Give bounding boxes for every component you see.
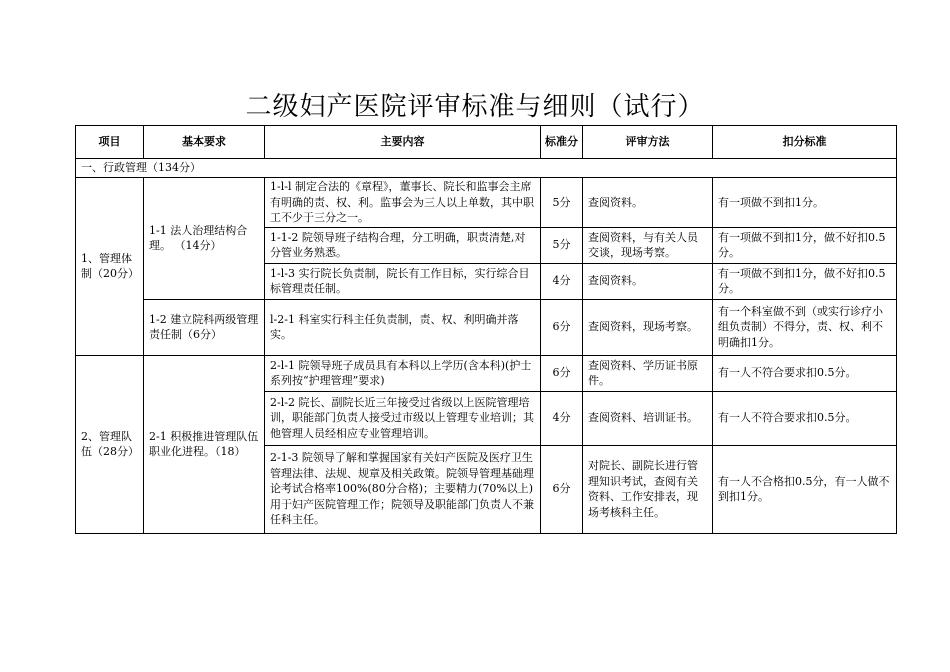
header-standard-score: 标准分	[541, 126, 583, 159]
content-cell: 2-l-2 院长、副院长近三年接受过省级以上医院管理培训，职能部门负责人接受过市级以上管理专业培训；其他管理人员经相应专业管理培训。	[265, 391, 541, 445]
table-row	[76, 355, 897, 391]
item-cell: 1、管理体制（20分）	[76, 178, 144, 356]
content-cell: 1-1-2 院领导班子结构合理，分工明确，职责清楚,对分管业务熟悉。	[265, 227, 541, 263]
score-cell: 4分	[541, 263, 583, 299]
item-cell: 2、管理队伍（28分）	[76, 355, 144, 533]
score-cell: 5分	[541, 178, 583, 228]
basic-requirement-cell: 1-2 建立院科两级管理责任制（6分）	[144, 299, 265, 355]
header-item: 项目	[76, 126, 144, 159]
content-cell: 2-1-3 院领导了解和掌握国家有关妇产医院及医疗卫生管理法律、法规、规章及相关政策。院领导管理基础理论考试合格率100%(80分合格)；主要精力(70%以上)用于妇产医院管理工作；院领导及职能部门负责人不兼任科主任。	[265, 445, 541, 533]
deduct-cell: 有一项做不到扣1分。	[713, 178, 897, 228]
standards-table	[75, 125, 897, 534]
method-cell: 查阅资料。	[583, 263, 713, 299]
method-cell: 查阅资料、学历证书原件。	[583, 355, 713, 391]
header-review-method: 评审方法	[583, 126, 713, 159]
score-cell: 6分	[541, 355, 583, 391]
method-cell: 查阅资料。	[583, 178, 713, 228]
table-row	[76, 299, 897, 355]
basic-requirement-cell: 1-1 法人治理结构合理。 （14分）	[144, 178, 265, 300]
basic-requirement-cell: 2-1 积极推进管理队伍职业化进程。（18）	[144, 355, 265, 533]
content-cell: l-2-1 科室实行科主任负责制，责、权、利明确并落实。	[265, 299, 541, 355]
method-cell: 查阅资料，与有关人员交谈，现场考察。	[583, 227, 713, 263]
score-cell: 4分	[541, 391, 583, 445]
deduct-cell: 有一项做不到扣1分，做不好扣0.5分。	[713, 263, 897, 299]
table-row	[76, 178, 897, 228]
header-basic-requirement: 基本要求	[144, 126, 265, 159]
method-cell: 对院长、副院长进行管理知识考试，查阅有关资料、工作安排表，现场考核科主任。	[583, 445, 713, 533]
score-cell: 5分	[541, 227, 583, 263]
section-title: 一、行政管理（134分）	[76, 159, 897, 178]
page-title: 二级妇产医院评审标准与细则（试行）	[245, 92, 705, 122]
score-cell: 6分	[541, 299, 583, 355]
method-cell: 查阅资料，现场考察。	[583, 299, 713, 355]
method-cell: 查阅资料、培训证书。	[583, 391, 713, 445]
deduct-cell: 有一个科室做不到（或实行诊疗小组负责制）不得分，责、权、利不明确扣1分。	[713, 299, 897, 355]
content-cell: 2-l-1 院领导班子成员具有本科以上学历(含本科)(护士系列按“护理管理”要求)	[265, 355, 541, 391]
score-cell: 6分	[541, 445, 583, 533]
section-row	[76, 159, 897, 178]
deduct-cell: 有一人不符合要求扣0.5分。	[713, 391, 897, 445]
table-header-row	[76, 126, 897, 159]
content-cell: 1-l-l 制定合法的《章程》，董事长、院长和监事会主席有明确的责、权、利。监事会为三人以上单数，其中职工不少于三分之一。	[265, 178, 541, 228]
deduct-cell: 有一人不合格扣0.5分，有一人做不到扣1分。	[713, 445, 897, 533]
header-main-content: 主要内容	[265, 126, 541, 159]
deduct-cell: 有一项做不到扣1分，做不好扣0.5分。	[713, 227, 897, 263]
content-cell: 1-l-3 实行院长负责制，院长有工作目标，实行综合目标管理责任制。	[265, 263, 541, 299]
header-deduction-standard: 扣分标准	[713, 126, 897, 159]
deduct-cell: 有一人不符合要求扣0.5分。	[713, 355, 897, 391]
